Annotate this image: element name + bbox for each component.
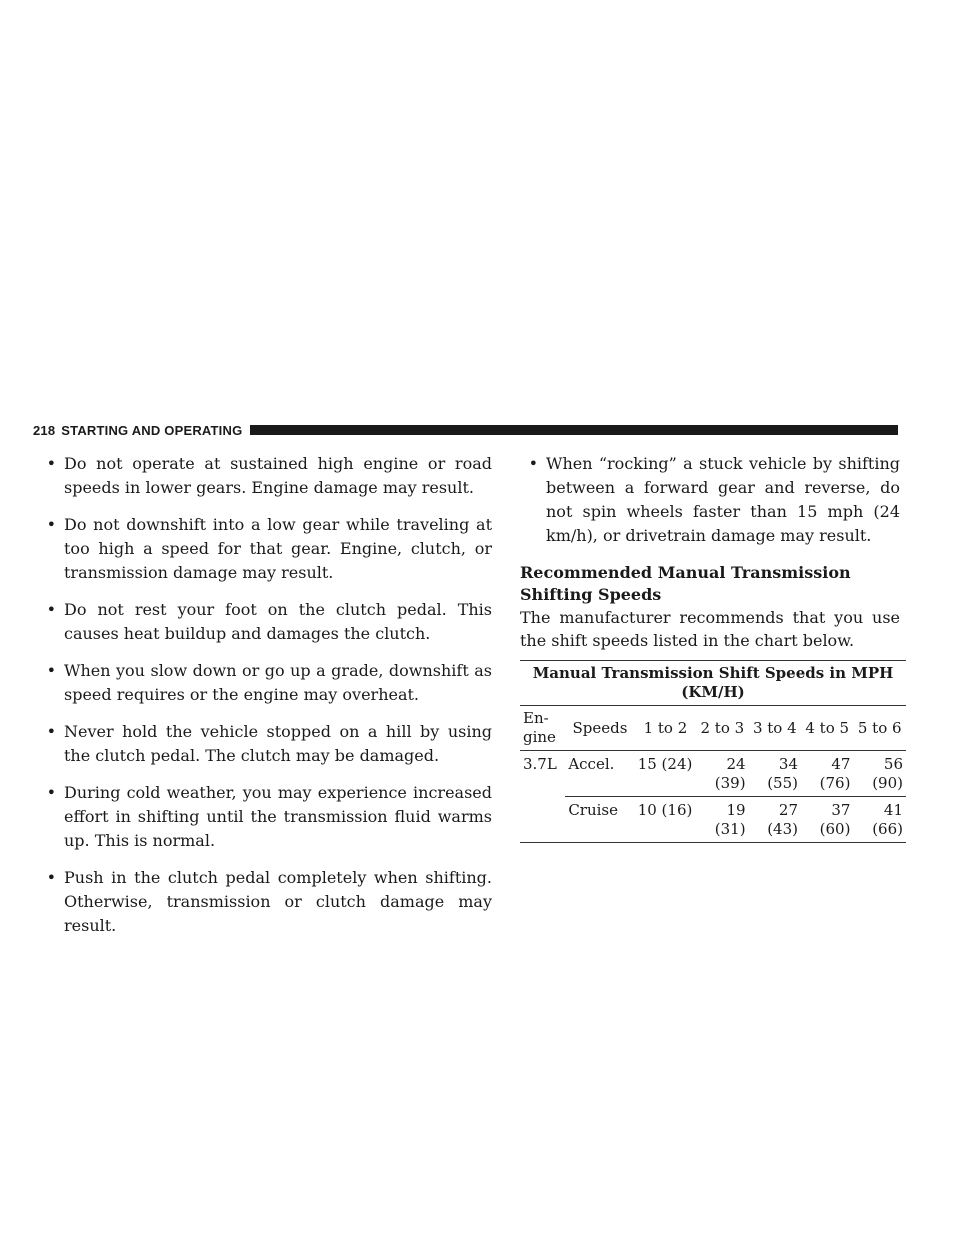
bullet-icon: • [46,454,56,473]
column-header-speeds: Speeds [565,706,634,751]
bullet-text: When you slow down or go up a grade, downshift as speed requires or the engine may overheat. [64,661,492,704]
table-caption-row [520,661,906,706]
list-item [38,513,492,585]
header-rule [250,425,898,435]
column-header-1-to-2: 1 to 2 [635,706,696,751]
value-cell: 10 (16) [635,797,696,843]
speeds-cell: Cruise [565,797,634,843]
list-item [520,452,900,548]
value-cell: 41 (66) [853,797,906,843]
table-row [520,797,906,843]
bullet-icon: • [46,661,56,680]
bullet-text: When “rocking” a stuck vehicle by shifting between a forward gear and reverse, do not spin wheels faster than 15 mph (24 km/h), or drivetrain damage may result. [546,454,900,545]
left-column [38,452,492,951]
table-caption: Manual Transmission Shift Speeds in MPH (KM/H) [520,661,906,706]
value-cell: 37 (60) [801,797,853,843]
list-item [38,720,492,768]
column-header-2-to-3: 2 to 3 [696,706,748,751]
section-heading: Recommended Manual Transmission Shifting Speeds [520,563,851,604]
bullet-text: Push in the clutch pedal completely when shifting. Otherwise, transmission or clutch damage may result. [64,868,492,935]
page-header [33,421,898,439]
value-cell: 19 (31) [696,797,748,843]
list-item [38,659,492,707]
bullet-text: During cold weather, you may experience increased effort in shifting until the transmission fluid warms up. This is normal. [64,783,492,850]
section-title: STARTING AND OPERATING [61,422,243,438]
value-cell: 15 (24) [635,751,696,797]
speeds-cell: Accel. [565,751,634,797]
list-item [38,452,492,500]
bullet-icon: • [46,600,56,619]
right-bullet-list [520,452,900,548]
bullet-icon: • [46,868,56,887]
right-column [520,452,903,843]
shift-speeds-table [520,660,906,843]
table-header-row [520,706,906,751]
value-cell: 27 (43) [749,797,801,843]
column-header-3-to-4: 3 to 4 [749,706,801,751]
left-bullet-list [38,452,492,938]
value-cell: 24 (39) [696,751,748,797]
engine-cell: 3.7L [520,751,565,843]
page-number: 218 [33,422,56,438]
table-row [520,751,906,797]
bullet-icon: • [46,722,56,741]
list-item [38,598,492,646]
value-cell: 56 (90) [853,751,906,797]
value-cell: 34 (55) [749,751,801,797]
column-header-engine: En- gine [520,706,565,751]
column-header-4-to-5: 4 to 5 [801,706,853,751]
list-item [38,781,492,853]
bullet-icon: • [46,515,56,534]
bullet-text: Do not operate at sustained high engine or road speeds in lower gears. Engine damage may result. [64,454,492,497]
bullet-text: Do not rest your foot on the clutch pedal. This causes heat buildup and damages the clutch. [64,600,492,643]
section-paragraph: The manufacturer recommends that you use the shift speeds listed in the chart below. [520,608,900,650]
value-cell: 47 (76) [801,751,853,797]
column-header-5-to-6: 5 to 6 [853,706,906,751]
bullet-text: Never hold the vehicle stopped on a hill by using the clutch pedal. The clutch may be damaged. [64,722,492,765]
bullet-icon: • [46,783,56,802]
bullet-text: Do not downshift into a low gear while traveling at too high a speed for that gear. Engine, clutch, or transmission damage may result. [64,515,492,582]
bullet-icon: • [528,454,538,473]
list-item [38,866,492,938]
